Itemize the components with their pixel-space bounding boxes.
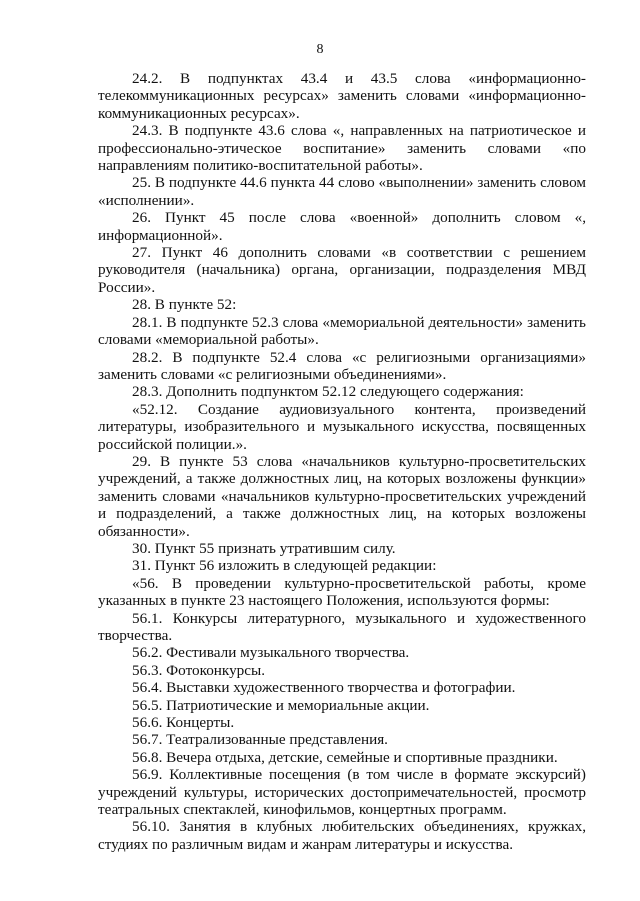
paragraph-56-2: 56.2. Фестивали музыкального творчества.: [132, 644, 410, 662]
paragraph-56-5: 56.5. Патриотические и мемориальные акции.: [132, 696, 430, 714]
paragraph-56-6: 56.6. Концерты.: [132, 714, 235, 732]
paragraph-56-1: 56.1. Конкурсы литературного, музыкального и художественного творчества.: [98, 609, 586, 644]
paragraph-29: 29. В пункте 53 слова «начальников культурно-просветительских учреждений, а также должностных лиц, на которых возложены функции» заменить словами «начальников культурно-просветительских учреждений и подразделений, а также должностных лиц, на которых возложены обязанности».: [98, 452, 586, 540]
paragraph-26: 26. Пункт 45 после слова «военной» дополнить словом «, информационной».: [98, 209, 586, 244]
paragraph-52-12: «52.12. Создание аудиовизуального контента, произведений литературы, изобразительного и музыкального искусства, посвященных российской полиции.».: [98, 400, 586, 453]
paragraph-56-4: 56.4. Выставки художественного творчества и фотографии.: [132, 679, 516, 697]
paragraph-56-3: 56.3. Фотоконкурсы.: [132, 661, 266, 679]
paragraph-56-8: 56.8. Вечера отдыха, детские, семейные и спортивные праздники.: [132, 748, 558, 766]
paragraph-24-2: 24.2. В подпунктах 43.4 и 43.5 слова «информационно-телекоммуникационных ресурсах» заменить словами «информационно-коммуникационных ресурсах».: [98, 70, 586, 122]
document-body: [98, 70, 586, 853]
paragraph-56-9: 56.9. Коллективные посещения (в том числе в формате экскурсий) учреждений культуры, исторических достопримечательностей, просмотр театральных спектаклей, кинофильмов, концертных программ.: [98, 766, 586, 819]
paragraph-28: 28. В пункте 52:: [132, 296, 237, 314]
paragraph-28-2: 28.2. В подпункте 52.4 слова «с религиозными организациями» заменить словами «с религиозными объединениями».: [98, 348, 586, 383]
paragraph-28-3: 28.3. Дополнить подпунктом 52.12 следующего содержания:: [132, 383, 524, 401]
paragraph-25: 25. В подпункте 44.6 пункта 44 слово «выполнении» заменить словом «исполнении».: [98, 174, 586, 209]
paragraph-56: «56. В проведении культурно-просветительской работы, кроме указанных в пункте 23 настоящего Положения, используются формы:: [98, 574, 586, 610]
paragraph-31: 31. Пункт 56 изложить в следующей редакции:: [132, 557, 437, 575]
paragraph-24-3: 24.3. В подпункте 43.6 слова «, направленных на патриотическое и профессионально-этическое воспитание» заменить словами «по направлениям политико-воспитательной работы».: [98, 122, 586, 175]
paragraph-56-10: 56.10. Занятия в клубных любительских объединениях, кружках, студиях по различным видам и жанрам литературы и искусства.: [98, 818, 586, 853]
page-number: 8: [316, 42, 324, 57]
paragraph-28-1: 28.1. В подпункте 52.3 слова «мемориальной деятельности» заменить словами «мемориальной работы».: [98, 313, 586, 349]
paragraph-30: 30. Пункт 55 признать утратившим силу.: [132, 539, 396, 557]
paragraph-27: 27. Пункт 46 дополнить словами «в соответствии с решением руководителя (начальника) органа, организации, подразделения МВД России».: [98, 244, 586, 296]
paragraph-56-7: 56.7. Театрализованные представления.: [132, 731, 388, 749]
